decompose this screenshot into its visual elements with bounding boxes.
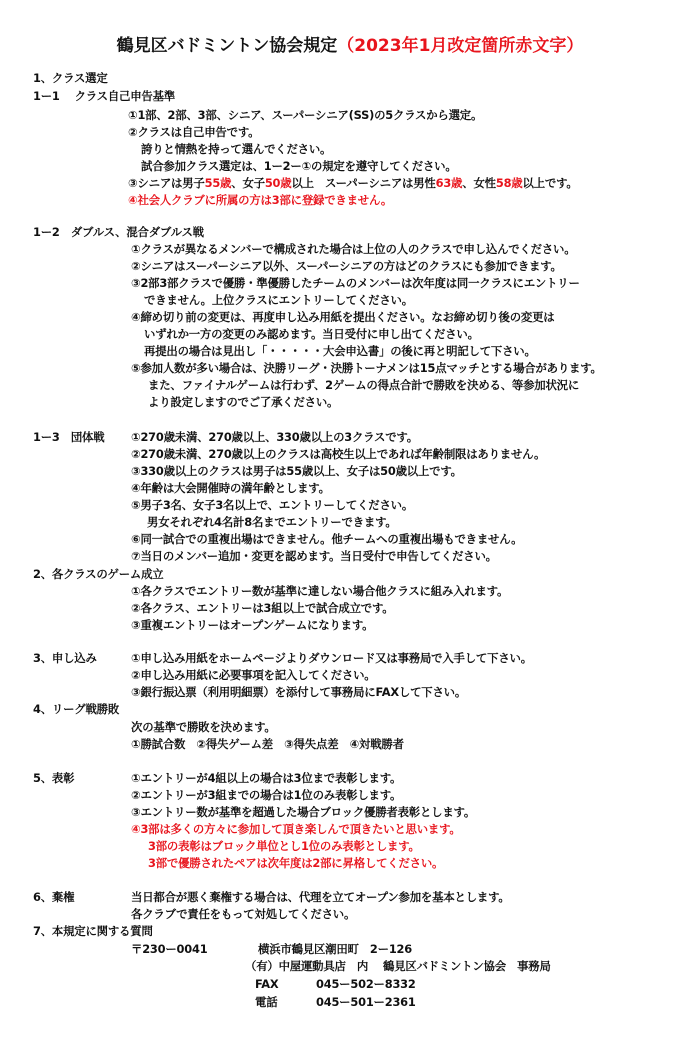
rule-1-3-5-cont: 男女それぞれ4名計8名までエントリーできます。 [147, 515, 397, 529]
rule-1-2-4-note: 再提出の場合は見出し「・・・・・大会申込書」の後に再と明記して下さい。 [144, 344, 536, 358]
rule-5-1: ①エントリーが4組以上の場合は3位まで表彰します。 [131, 771, 402, 785]
address: 横浜市鶴見区潮田町 2ー126 [258, 942, 413, 956]
rule-1-2-3-cont: できません。上位クラスにエントリーしてください。 [144, 293, 413, 307]
section-2-heading: 2、各クラスのゲーム成立 [33, 567, 164, 581]
rule-5-2: ②エントリーが3組までの場合は1位のみ表彰します。 [131, 788, 402, 802]
rule-1-3-3: ③330歳以上のクラスは男子は55歳以上、女子は50歳以上です。 [131, 464, 462, 478]
rule-1-3-2: ②270歳未満、270歳以上のクラスは高校生以上であれば年齢制限はありません。 [131, 447, 546, 461]
title-main: 鶴見区バドミントン協会規定 [116, 36, 338, 56]
rule-1-1-2-note: 誇りと情熱を持って選んでください。 [141, 142, 332, 156]
section-1-1-heading: 1ー1 クラス自己申告基準 [33, 89, 175, 103]
rule-3-3: ③銀行振込票（利用明細票）を添付して事務局にFAXして下さい。 [131, 685, 467, 699]
document-title [0, 34, 700, 58]
rule-1-2-5-cont-2: より設定しますのでご了承ください。 [148, 395, 339, 409]
rule-text: 以上です。 [522, 176, 578, 190]
rule-1-2-4-cont: いずれか一方の変更のみ認めます。当日受付に申し出てください。 [144, 327, 479, 341]
super-senior-men-age: 63歳 [435, 176, 463, 190]
rule-1-3-4: ④年齢は大会開催時の満年齢とします。 [131, 481, 330, 495]
senior-men-age: 55歳 [204, 176, 232, 190]
rule-text: ③シニアは男子 [128, 176, 205, 190]
rule-1-1-2: ②クラスは自己申告です。 [128, 125, 260, 139]
rule-1-3-7: ⑦当日のメンバー追加・変更を認めます。当日受付で申告してください。 [131, 549, 497, 563]
section-6-heading: 6、棄権 [33, 890, 75, 904]
fax-number: 045ー502ー8332 [316, 977, 416, 991]
rule-1-1-4: ④社会人クラブに所属の方は3部に登録できません。 [128, 193, 393, 207]
rule-1-2-5-cont: また、ファイナルゲームは行わず、2ゲームの得点合計で勝敗を決める、等参加状況に [148, 378, 580, 392]
office-name: （有）中屋運動具店 内 鶴見区バドミントン協会 事務局 [245, 959, 551, 973]
rule-text: 以上 スーパーシニアは男性 [291, 176, 436, 190]
rule-text: 、女性 [462, 176, 496, 190]
senior-women-age: 50歳 [264, 176, 292, 190]
rule-1-3-6: ⑥同一試合での重複出場はできません。他チームへの重複出場もできません。 [131, 532, 523, 546]
section-7-heading: 7、本規定に関する質問 [33, 924, 153, 938]
super-senior-women-age: 58歳 [495, 176, 523, 190]
rule-5-4-cont-2: 3部で優勝されたペアは次年度は2部に昇格してください。 [148, 856, 444, 870]
fax-label: FAX [255, 977, 279, 991]
rule-4-1: 次の基準で勝敗を決めます。 [131, 720, 276, 734]
section-3-heading: 3、申し込み [33, 651, 97, 665]
section-4-heading: 4、リーグ戦勝敗 [33, 702, 120, 716]
rule-2-2: ②各クラス、エントリーは3組以上で試合成立です。 [131, 601, 394, 615]
rule-4-2: ①勝試合数 ②得失ゲーム差 ③得失点差 ④対戦勝者 [131, 737, 404, 751]
rule-1-3-1: ①270歳未満、270歳以上、330歳以上の3クラスです。 [131, 430, 418, 444]
rule-1-2-1: ①クラスが異なるメンバーで構成された場合は上位の人のクラスで申し込んでください。 [131, 242, 576, 256]
rule-5-3: ③エントリー数が基準を超過した場合ブロック優勝者表彰とします。 [131, 805, 476, 819]
rule-1-1-2-note-2: 試合参加クラス選定は、1ー2ー①の規定を遵守してください。 [141, 159, 457, 173]
phone-label: 電話 [255, 995, 278, 1009]
rule-6-2: 各クラブで責任をもって対処してください。 [131, 907, 356, 921]
section-1-heading: 1、クラス選定 [33, 71, 108, 85]
rule-1-3-5: ⑤男子3名、女子3名以上で、エントリーしてください。 [131, 498, 414, 512]
rule-3-2: ②申し込み用紙に必要事項を記入してください。 [131, 668, 376, 682]
section-5-heading: 5、表彰 [33, 771, 75, 785]
phone-number: 045ー501ー2361 [316, 995, 416, 1009]
rule-1-2-5: ⑤参加人数が多い場合は、決勝リーグ・決勝トーナメンは15点マッチとする場合があります。 [131, 361, 602, 375]
section-1-2-heading: 1ー2 ダブルス、混合ダブルス戦 [33, 225, 204, 239]
postal-code: 〒230ー0041 [131, 942, 208, 956]
rule-2-1: ①各クラスでエントリー数が基準に達しない場合他クラスに組み入れます。 [131, 584, 509, 598]
rule-text: 、女子 [231, 176, 265, 190]
rule-1-2-4: ④締め切り前の変更は、再度申し込み用紙を提出ください。なお締め切り後の変更は [131, 310, 555, 324]
rule-1-2-3: ③2部3部クラスで優勝・準優勝したチームのメンバーは次年度は同一クラスにエントリー [131, 276, 580, 290]
rule-2-3: ③重複エントリーはオープンゲームになります。 [131, 618, 374, 632]
rule-1-1-3 [128, 176, 578, 191]
rule-5-4-cont: 3部の表彰はブロック単位とし1位のみ表彰とします。 [148, 839, 420, 853]
rule-6-1: 当日都合が悪く棄権する場合は、代理を立てオープン参加を基本とします。 [131, 890, 510, 904]
rule-1-1-1: ①1部、2部、3部、シニア、スーパーシニア(SS)の5クラスから選定。 [128, 108, 483, 122]
rule-5-4: ④3部は多くの方々に参加して頂き楽しんで頂きたいと思います。 [131, 822, 461, 836]
rule-3-1: ①申し込み用紙をホームページよりダウンロード又は事務局で入手して下さい。 [131, 651, 532, 665]
title-revision-note: （2023年1月改定箇所赤文字） [337, 36, 584, 56]
section-1-3-heading: 1ー3 団体戦 [33, 430, 105, 444]
rule-1-2-2: ②シニアはスーパーシニア以外、スーパーシニアの方はどのクラスにも参加できます。 [131, 259, 562, 273]
